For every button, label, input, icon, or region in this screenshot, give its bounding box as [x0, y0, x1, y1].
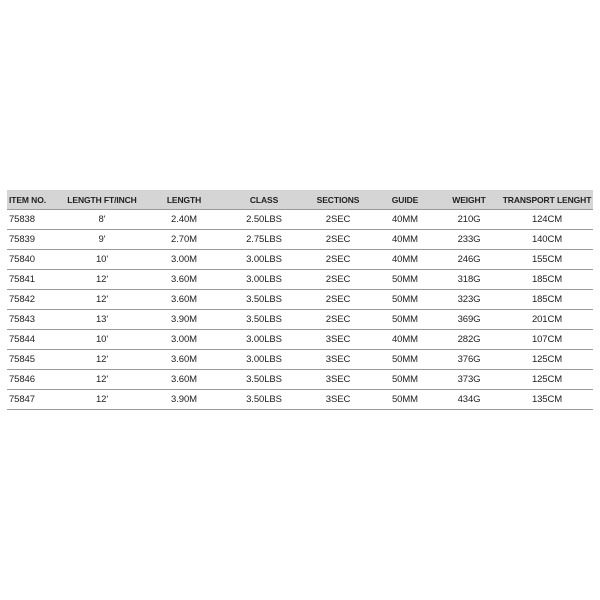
header-sections: SECTIONS	[303, 190, 373, 210]
cell-sections: 2SEC	[303, 210, 373, 230]
cell-item-no: 75842	[7, 290, 61, 310]
table-row	[7, 210, 593, 230]
cell-guide: 50MM	[373, 290, 437, 310]
cell-weight: 282G	[437, 330, 501, 350]
cell-item-no: 75838	[7, 210, 61, 230]
table-row	[7, 350, 593, 370]
table-row	[7, 390, 593, 410]
cell-weight: 373G	[437, 370, 501, 390]
cell-length-ft-inch: 12'	[61, 370, 143, 390]
header-weight: WEIGHT	[437, 190, 501, 210]
cell-length: 2.40M	[143, 210, 225, 230]
cell-item-no: 75839	[7, 230, 61, 250]
cell-guide: 40MM	[373, 210, 437, 230]
cell-weight: 323G	[437, 290, 501, 310]
cell-sections: 2SEC	[303, 270, 373, 290]
cell-length-ft-inch: 12'	[61, 270, 143, 290]
cell-item-no: 75840	[7, 250, 61, 270]
header-row	[7, 190, 593, 210]
cell-weight: 434G	[437, 390, 501, 410]
cell-item-no: 75841	[7, 270, 61, 290]
cell-transport-length: 124CM	[501, 210, 593, 230]
cell-guide: 40MM	[373, 250, 437, 270]
header-length: LENGTH	[143, 190, 225, 210]
cell-length-ft-inch: 9'	[61, 230, 143, 250]
cell-transport-length: 155CM	[501, 250, 593, 270]
cell-sections: 2SEC	[303, 310, 373, 330]
table-row	[7, 290, 593, 310]
header-guide: GUIDE	[373, 190, 437, 210]
cell-guide: 50MM	[373, 270, 437, 290]
cell-class: 3.00LBS	[225, 350, 303, 370]
cell-weight: 246G	[437, 250, 501, 270]
cell-item-no: 75847	[7, 390, 61, 410]
cell-sections: 3SEC	[303, 330, 373, 350]
cell-length-ft-inch: 12'	[61, 350, 143, 370]
cell-length-ft-inch: 12'	[61, 290, 143, 310]
cell-guide: 50MM	[373, 310, 437, 330]
cell-length: 3.90M	[143, 310, 225, 330]
cell-item-no: 75843	[7, 310, 61, 330]
cell-guide: 50MM	[373, 390, 437, 410]
cell-weight: 318G	[437, 270, 501, 290]
header-item-no: ITEM NO.	[7, 190, 61, 210]
cell-transport-length: 185CM	[501, 290, 593, 310]
cell-item-no: 75845	[7, 350, 61, 370]
table-row	[7, 370, 593, 390]
cell-sections: 2SEC	[303, 230, 373, 250]
cell-guide: 40MM	[373, 230, 437, 250]
cell-transport-length: 185CM	[501, 270, 593, 290]
cell-class: 3.00LBS	[225, 330, 303, 350]
cell-length: 3.60M	[143, 290, 225, 310]
cell-weight: 233G	[437, 230, 501, 250]
table-row	[7, 310, 593, 330]
cell-length: 3.90M	[143, 390, 225, 410]
cell-transport-length: 125CM	[501, 350, 593, 370]
table-row	[7, 250, 593, 270]
cell-transport-length: 107CM	[501, 330, 593, 350]
cell-class: 2.50LBS	[225, 210, 303, 230]
cell-class: 3.50LBS	[225, 310, 303, 330]
cell-length-ft-inch: 10'	[61, 250, 143, 270]
cell-length: 3.60M	[143, 270, 225, 290]
table-row	[7, 270, 593, 290]
header-transport-length: TRANSPORT LENGHT	[501, 190, 593, 210]
cell-length: 3.00M	[143, 330, 225, 350]
cell-length: 3.60M	[143, 350, 225, 370]
cell-item-no: 75844	[7, 330, 61, 350]
cell-class: 3.50LBS	[225, 370, 303, 390]
table-body	[7, 210, 593, 410]
cell-class: 3.50LBS	[225, 290, 303, 310]
cell-transport-length: 201CM	[501, 310, 593, 330]
cell-class: 3.00LBS	[225, 270, 303, 290]
cell-guide: 50MM	[373, 370, 437, 390]
spec-table	[7, 190, 593, 410]
header-length-ft-inch: LENGTH FT/INCH	[61, 190, 143, 210]
cell-weight: 376G	[437, 350, 501, 370]
cell-sections: 3SEC	[303, 370, 373, 390]
header-class: CLASS	[225, 190, 303, 210]
cell-length: 3.00M	[143, 250, 225, 270]
cell-class: 2.75LBS	[225, 230, 303, 250]
cell-sections: 2SEC	[303, 250, 373, 270]
cell-transport-length: 125CM	[501, 370, 593, 390]
cell-class: 3.50LBS	[225, 390, 303, 410]
cell-sections: 3SEC	[303, 350, 373, 370]
cell-length-ft-inch: 10'	[61, 330, 143, 350]
cell-class: 3.00LBS	[225, 250, 303, 270]
cell-length-ft-inch: 8'	[61, 210, 143, 230]
cell-transport-length: 140CM	[501, 230, 593, 250]
cell-item-no: 75846	[7, 370, 61, 390]
cell-weight: 369G	[437, 310, 501, 330]
cell-sections: 3SEC	[303, 390, 373, 410]
cell-length-ft-inch: 13'	[61, 310, 143, 330]
cell-weight: 210G	[437, 210, 501, 230]
cell-sections: 2SEC	[303, 290, 373, 310]
table-row	[7, 330, 593, 350]
cell-length: 2.70M	[143, 230, 225, 250]
cell-length-ft-inch: 12'	[61, 390, 143, 410]
cell-guide: 40MM	[373, 330, 437, 350]
cell-length: 3.60M	[143, 370, 225, 390]
table-row	[7, 230, 593, 250]
cell-transport-length: 135CM	[501, 390, 593, 410]
cell-guide: 50MM	[373, 350, 437, 370]
